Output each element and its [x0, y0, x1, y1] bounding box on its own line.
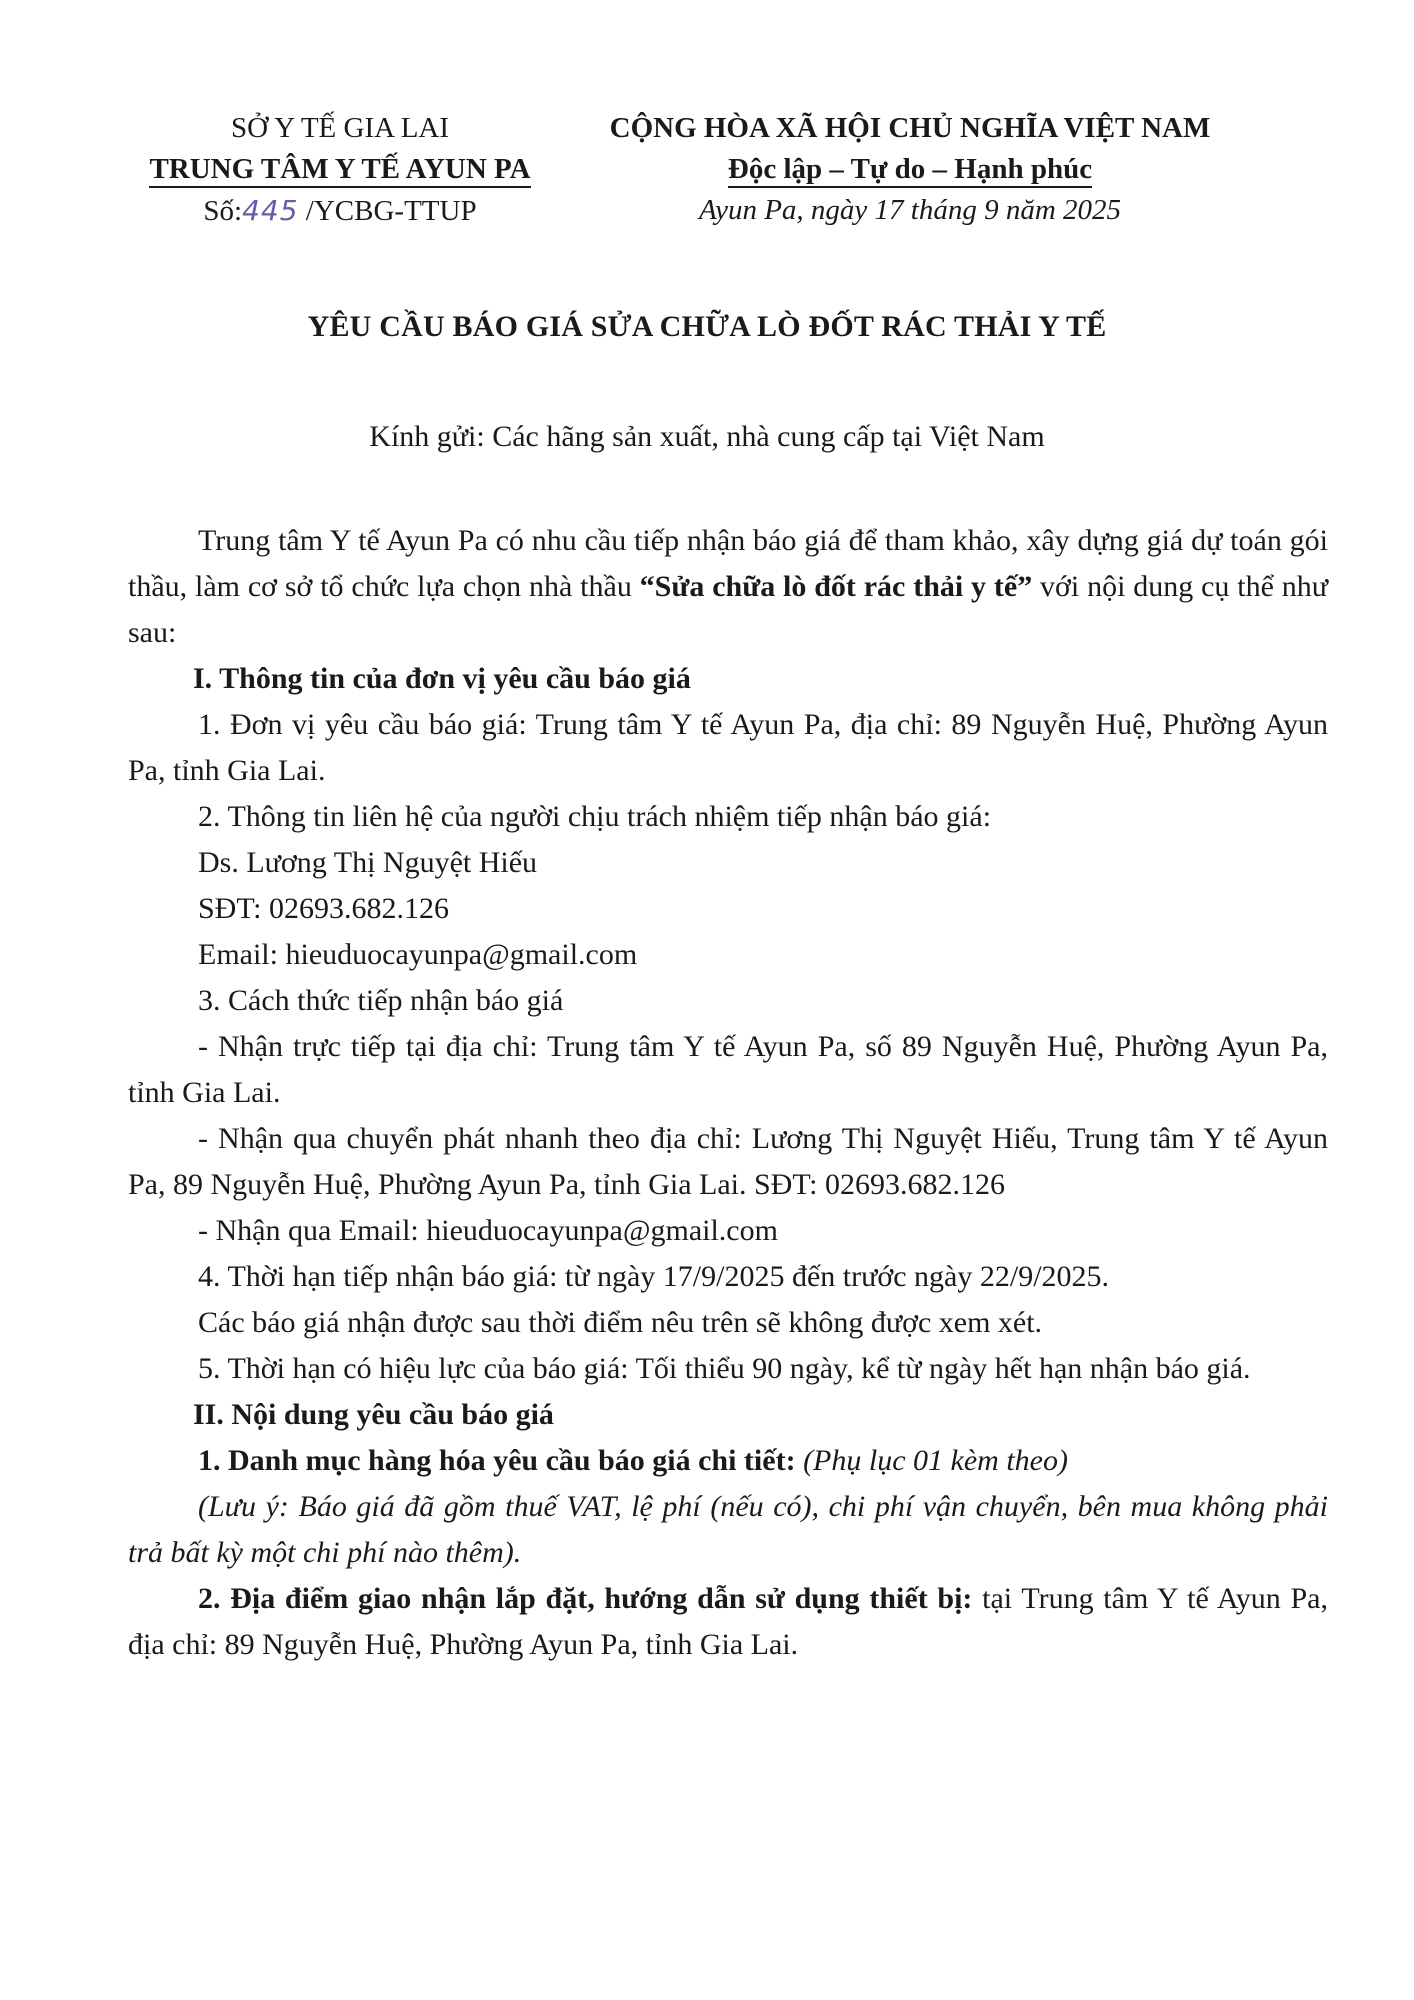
section1-item3: 3. Cách thức tiếp nhận báo giá	[198, 984, 564, 1017]
org-parent: SỞ Y TẾ GIA LAI	[230, 112, 450, 144]
contact-phone: SĐT: 02693.682.126	[198, 892, 450, 925]
recipient-line: Kính gửi: Các hãng sản xuất, nhà cung cấp tại Việt Nam	[369, 420, 1045, 453]
document-title: YÊU CẦU BÁO GIÁ SỬA CHỮA LÒ ĐỐT RÁC THẢI Y TẾ	[307, 310, 1107, 343]
national-motto: Độc lập – Tự do – Hạnh phúc	[570, 149, 1250, 190]
place-date: Ayun Pa, ngày 17 tháng 9 năm 2025	[698, 194, 1122, 226]
section1-heading: I. Thông tin của đơn vị yêu cầu báo giá	[193, 662, 691, 695]
handwritten-number: 445	[242, 194, 299, 227]
section1-item4: 4. Thời hạn tiếp nhận báo giá: từ ngày 17/9/2025 đến trước ngày 22/9/2025.	[198, 1260, 1110, 1293]
method-courier: - Nhận qua chuyển phát nhanh theo địa chỉ: Lương Thị Nguyệt Hiếu, Trung tâm Y tế Ayun Pa, 89 Nguyễn Huệ, Phường Ayun Pa, tỉnh Gia Lai. SĐT: 02693.682.126	[128, 1122, 1328, 1201]
section2-item2: 2. Địa điểm giao nhận lắp đặt, hướng dẫn sử dụng thiết bị: tại Trung tâm Y tế Ayun Pa, địa chỉ: 89 Nguyễn Huệ, Phường Ayun Pa, tỉnh Gia Lai.	[128, 1582, 1328, 1661]
section1-item2: 2. Thông tin liên hệ của người chịu trách nhiệm tiếp nhận báo giá:	[198, 800, 992, 833]
project-name: “Sửa chữa lò đốt rác thải y tế”	[639, 570, 1033, 603]
section2-heading: II. Nội dung yêu cầu báo giá	[193, 1398, 554, 1431]
section1-item4-note: Các báo giá nhận được sau thời điểm nêu trên sẽ không được xem xét.	[198, 1306, 1043, 1339]
section1-item5: 5. Thời hạn có hiệu lực của báo giá: Tối thiểu 90 ngày, kể từ ngày hết hạn nhận báo giá.	[198, 1352, 1251, 1385]
document-body	[128, 518, 1328, 1668]
section2-item1: 1. Danh mục hàng hóa yêu cầu báo giá chi tiết: (Phụ lục 01 kèm theo)	[198, 1444, 1068, 1477]
header-left-block	[120, 108, 560, 232]
method-email: - Nhận qua Email: hieuduocayunpa@gmail.com	[198, 1214, 778, 1247]
section2-note: (Lưu ý: Báo giá đã gồm thuế VAT, lệ phí (nếu có), chi phí vận chuyển, bên mua không phải trả bất kỳ một chi phí nào thêm).	[128, 1490, 1328, 1569]
intro-paragraph: Trung tâm Y tế Ayun Pa có nhu cầu tiếp nhận báo giá để tham khảo, xây dựng giá dự toán gói thầu, làm cơ sở tổ chức lựa chọn nhà thầu “Sửa chữa lò đốt rác thải y tế” với nội dung cụ thể như sau:	[128, 524, 1328, 649]
contact-email: Email: hieuduocayunpa@gmail.com	[198, 938, 638, 971]
org-name: TRUNG TÂM Y TẾ AYUN PA	[120, 149, 560, 190]
contact-name: Ds. Lương Thị Nguyệt Hiếu	[198, 846, 538, 879]
document-number: Số:445 /YCBG-TTUP	[203, 194, 477, 227]
country-name: CỘNG HÒA XÃ HỘI CHỦ NGHĨA VIỆT NAM	[609, 112, 1211, 144]
section1-item1: 1. Đơn vị yêu cầu báo giá: Trung tâm Y tế Ayun Pa, địa chỉ: 89 Nguyễn Huệ, Phường Ayun Pa, tỉnh Gia Lai.	[128, 708, 1328, 787]
header-right-block	[570, 108, 1250, 231]
method-direct: - Nhận trực tiếp tại địa chỉ: Trung tâm Y tế Ayun Pa, số 89 Nguyễn Huệ, Phường Ayun Pa, tỉnh Gia Lai.	[128, 1030, 1328, 1109]
